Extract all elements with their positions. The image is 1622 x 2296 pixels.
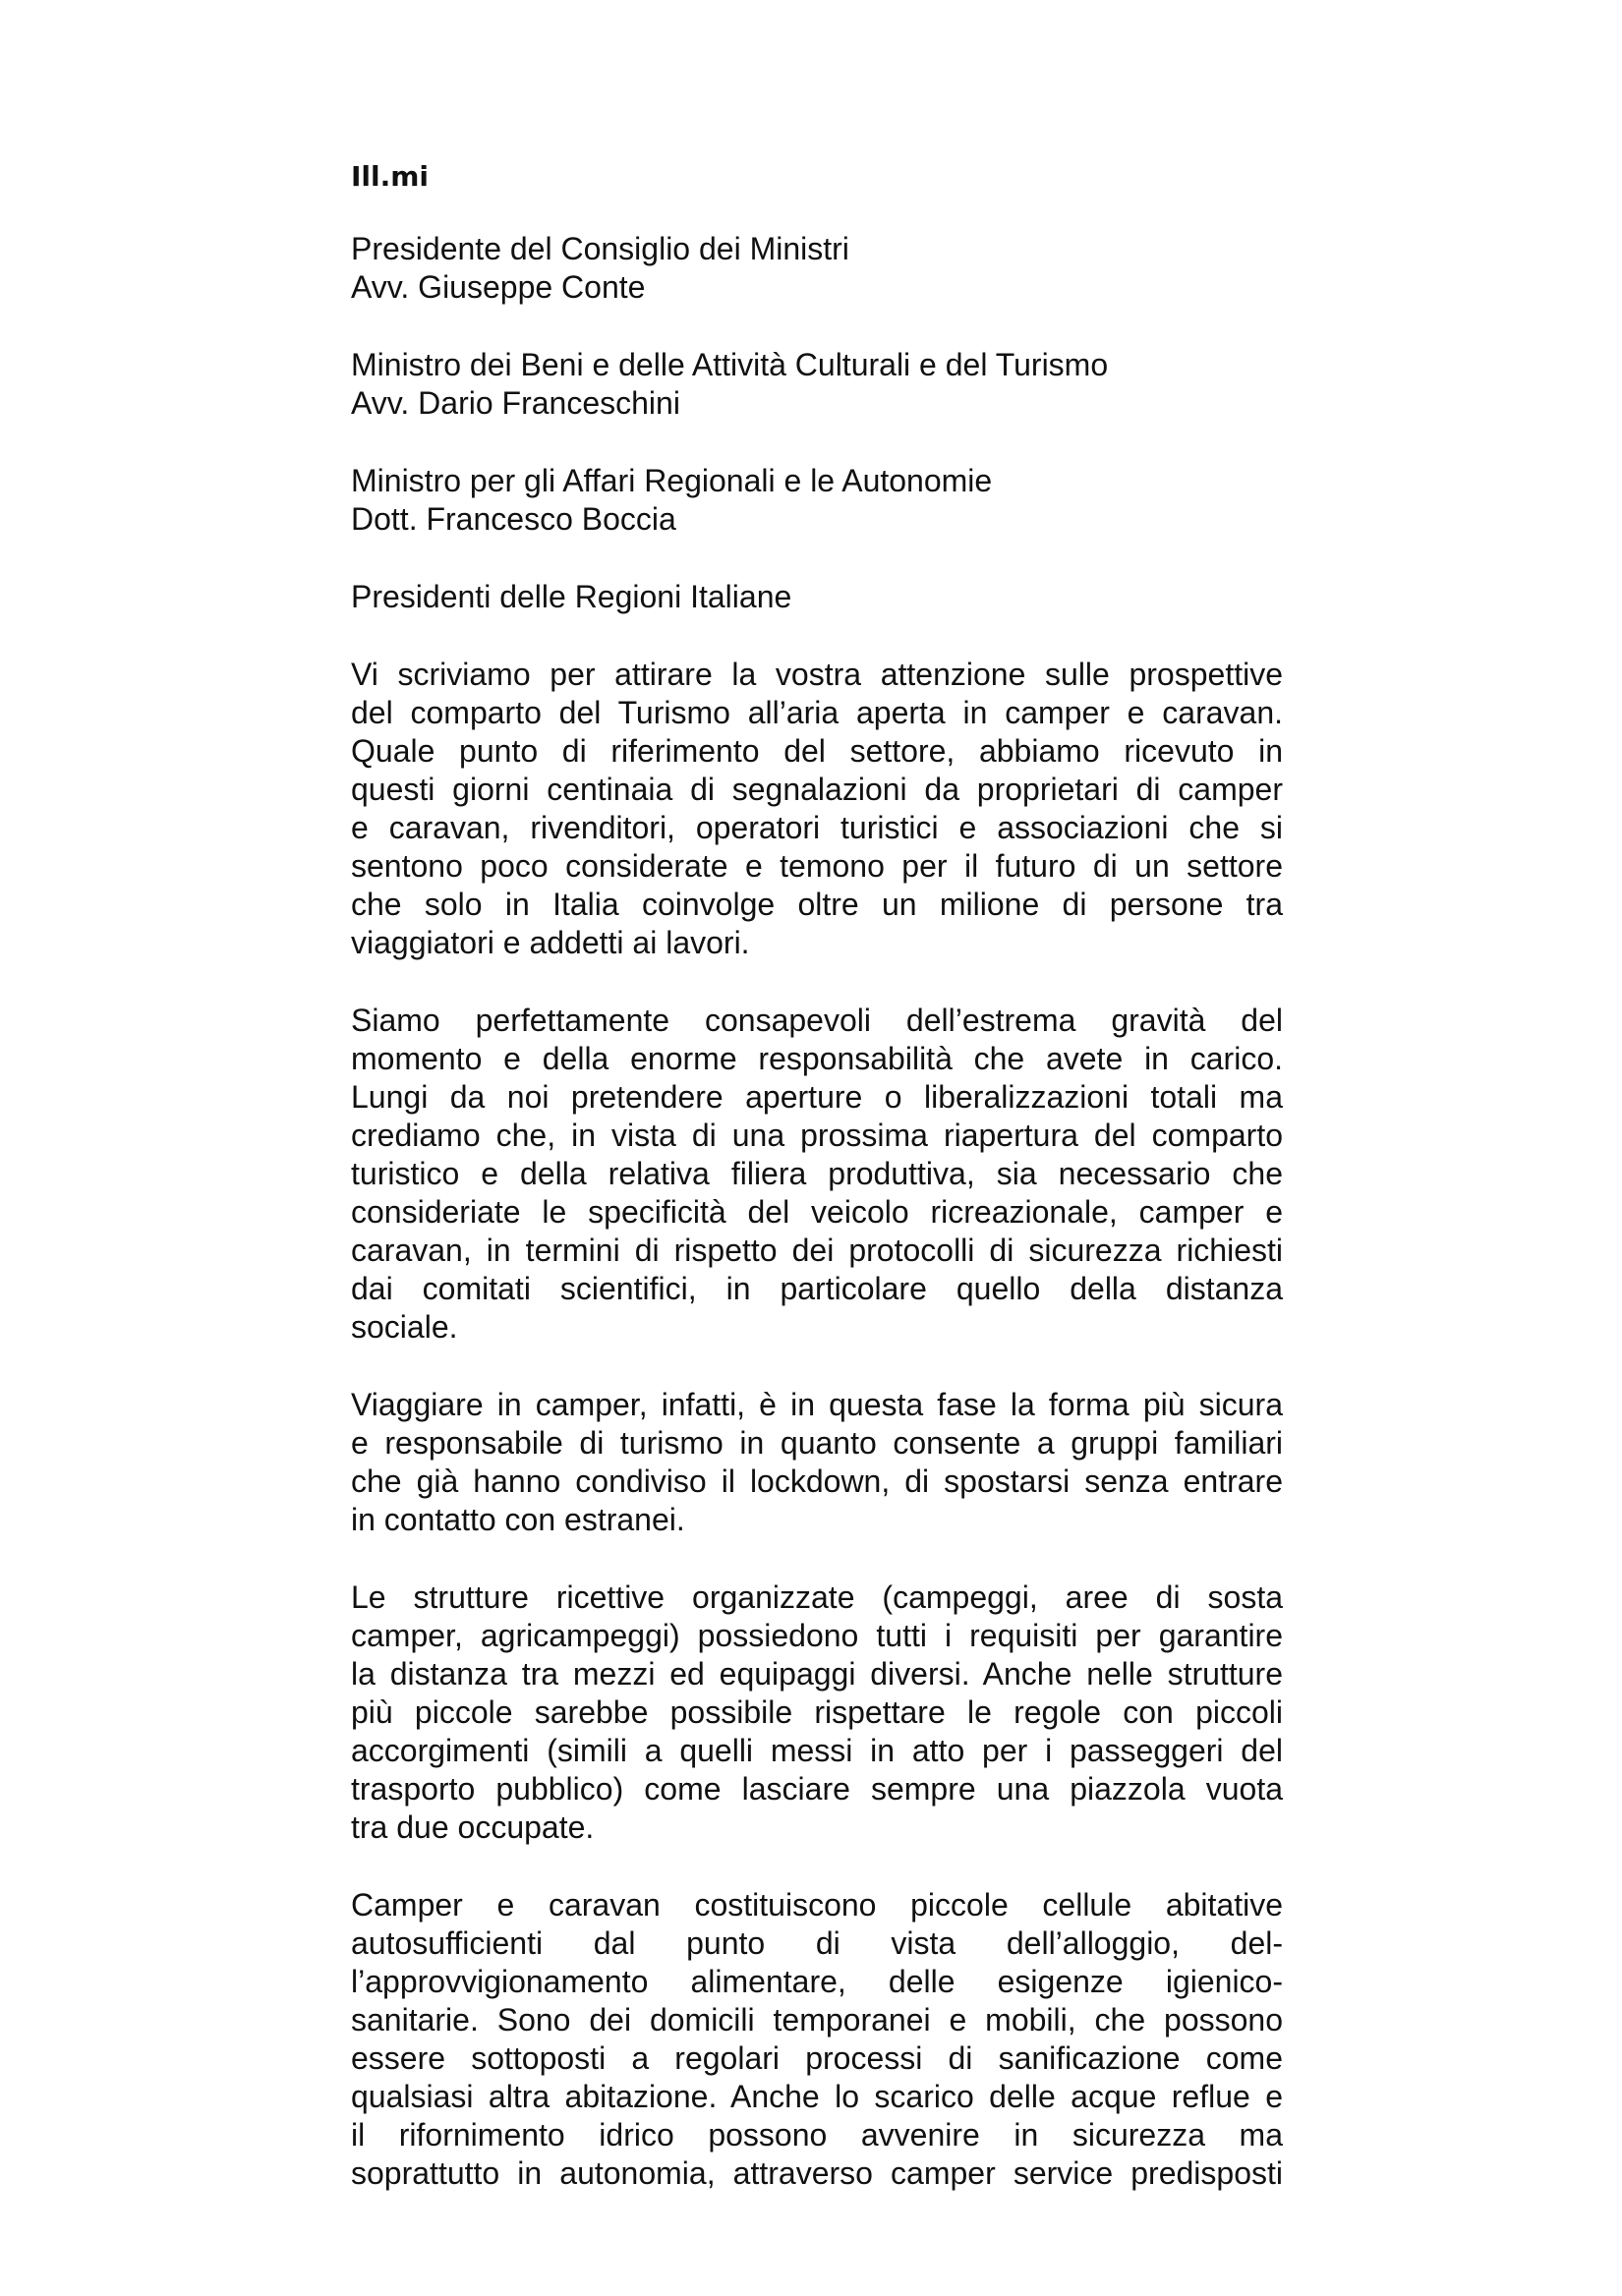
paragraph-line: sentono poco considerate e temono per il futuro di un settore [351, 848, 1283, 884]
paragraph-line: tra due occupate. [351, 1809, 595, 1845]
paragraph-line: soprattutto in autonomia, attraverso camper service predisposti [351, 2155, 1283, 2191]
paragraph-line: questi giorni centinaia di segnalazioni da proprietari di camper [351, 772, 1283, 807]
paragraph-line: momento e della enorme responsabilità che avete in carico. [351, 1041, 1283, 1076]
recipient-name: Avv. Giuseppe Conte [351, 269, 646, 305]
paragraph-line: che solo in Italia coinvolge oltre un milione di persone tra [351, 887, 1283, 922]
recipient-title: Presidenti delle Regioni Italiane [351, 579, 792, 614]
paragraph-line: e responsabile di turismo in quanto consente a gruppi familiari [351, 1425, 1283, 1461]
body-paragraph [351, 1578, 1283, 1847]
paragraph-line: sociale. [351, 1309, 458, 1345]
paragraph-line: l’approvvigionamento alimentare, delle esigenze igienico- [351, 1964, 1283, 1999]
paragraph-line: Le strutture ricettive organizzate (campeggi, aree di sosta [351, 1579, 1283, 1615]
paragraph-line: turistico e della relativa filiera produttiva, sia necessario che [351, 1156, 1283, 1191]
paragraph-line: Siamo perfettamente consapevoli dell’estrema gravità del [351, 1003, 1283, 1038]
paragraph-line: sanitarie. Sono dei domicili temporanei e mobili, che possono [351, 2002, 1283, 2038]
body-paragraph [351, 656, 1283, 962]
paragraph-line: che già hanno condiviso il lockdown, di spostarsi senza entrare [351, 1464, 1283, 1499]
paragraph-line: Camper e caravan costituiscono piccole cellule abitative [351, 1887, 1283, 1923]
paragraph-line: la distanza tra mezzi ed equipaggi diversi. Anche nelle strutture [351, 1656, 1283, 1692]
recipients-block [351, 230, 1283, 616]
paragraph-line: crediamo che, in vista di una prossima riapertura del comparto [351, 1118, 1283, 1153]
body-paragraph [351, 1886, 1283, 2193]
paragraph-line: Lungi da noi pretendere aperture o liberalizzazioni totali ma [351, 1079, 1283, 1115]
paragraph-line: più piccole sarebbe possibile rispettare le regole con piccoli [351, 1694, 1283, 1730]
paragraph-line: trasporto pubblico) come lasciare sempre una piazzola vuota [351, 1771, 1283, 1807]
recipient-name: Dott. Francesco Boccia [351, 501, 676, 537]
recipient-block [351, 346, 1283, 423]
paragraph-line: qualsiasi altra abitazione. Anche lo scarico delle acque reflue e [351, 2079, 1283, 2114]
recipient-title: Ministro dei Beni e delle Attività Culturali e del Turismo [351, 347, 1109, 382]
recipient-title: Presidente del Consiglio dei Ministri [351, 231, 849, 266]
paragraph-line: accorgimenti (simili a quelli messi in atto per i passeggeri del [351, 1733, 1283, 1768]
body-paragraph [351, 1386, 1283, 1539]
paragraph-line: consideriate le specificità del veicolo ricreazionale, camper e [351, 1194, 1283, 1230]
paragraph-line: caravan, in termini di rispetto dei protocolli di sicurezza richiesti [351, 1233, 1283, 1268]
paragraph-line: Viaggiare in camper, infatti, è in questa fase la forma più sicura [351, 1387, 1283, 1422]
letter-body [351, 656, 1283, 2193]
recipient-block [351, 462, 1283, 539]
paragraph-line: il rifornimento idrico possono avvenire in sicurezza ma [351, 2117, 1283, 2152]
salutation: Ill.mi [351, 160, 430, 193]
recipient-title: Ministro per gli Affari Regionali e le Autonomie [351, 463, 993, 498]
paragraph-line: viaggiatori e addetti ai lavori. [351, 925, 750, 960]
recipient-block [351, 230, 1283, 307]
paragraph-line: essere sottoposti a regolari processi di sanificazione come [351, 2040, 1283, 2076]
body-paragraph [351, 1002, 1283, 1347]
paragraph-line: Quale punto di riferimento del settore, abbiamo ricevuto in [351, 733, 1283, 769]
paragraph-line: dai comitati scientifici, in particolare quello della distanza [351, 1271, 1283, 1306]
recipient-name: Avv. Dario Franceschini [351, 385, 680, 421]
paragraph-line: Vi scriviamo per attirare la vostra attenzione sulle prospettive [351, 657, 1283, 692]
letter-page [351, 157, 1283, 2232]
paragraph-line: in contatto con estranei. [351, 1502, 685, 1537]
paragraph-line: camper, agricampeggi) possiedono tutti i requisiti per garantire [351, 1618, 1283, 1653]
recipient-block [351, 578, 1283, 616]
paragraph-line: del comparto del Turismo all’aria aperta in camper e caravan. [351, 695, 1283, 730]
paragraph-line: autosufficienti dal punto di vista dell’alloggio, del- [351, 1925, 1283, 1961]
paragraph-line: e caravan, rivenditori, operatori turistici e associazioni che si [351, 810, 1283, 845]
